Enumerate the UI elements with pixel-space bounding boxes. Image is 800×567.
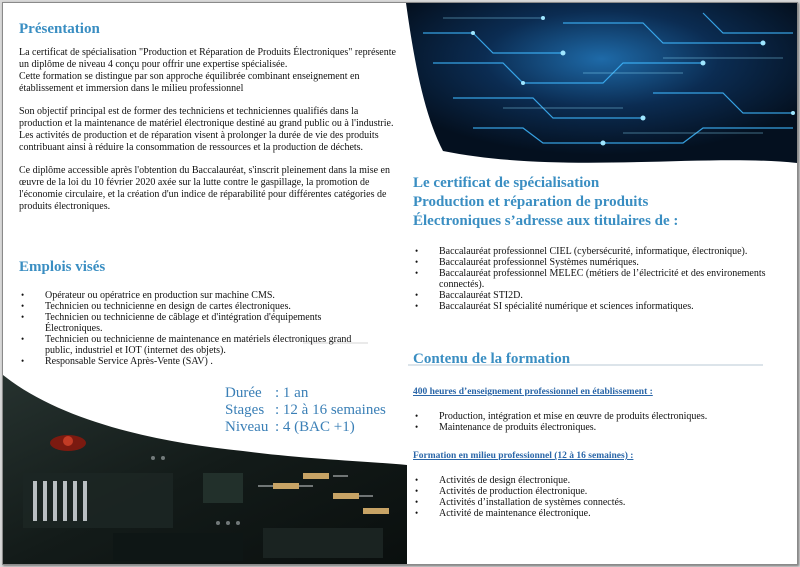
presentation-paragraph-1: La certificat de spécialisation "Production et Réparation de Produits Électroniques" représente un diplôme de niveau 4 conçu pour offrir une expertise spécialisée.: [19, 47, 396, 70]
certificat-title-line-2: Production et réparation de produits: [413, 194, 649, 210]
duree-value: : 1 an: [275, 385, 309, 401]
list-item: • Baccalauréat professionnel MELEC (métiers de l’électricité et des environements connectés).: [413, 268, 785, 290]
milieu-heading: Formation en milieu professionnel (12 à 16 semaines) :: [413, 451, 634, 461]
stages-value: : 12 à 16 semaines: [275, 402, 386, 418]
presentation-paragraph-2: Cette formation se distingue par son approche équilibrée combinant enseignement en établissement et immersion dans le milieu professionnel: [19, 71, 360, 94]
etablissement-list: [413, 411, 785, 433]
list-item: • Technicien ou technicienne de maintenance en matériels électroniques grand public, industriel et IOT (internet des objets).: [19, 334, 369, 356]
list-item: • Baccalauréat STI2D.: [413, 290, 785, 301]
list-item: • Activité de maintenance électronique.: [413, 508, 785, 519]
emplois-title: Emplois visés: [19, 259, 106, 275]
list-item: • Technicien ou technicienne de câblage et d'intégration d'équipements Électroniques.: [19, 312, 369, 334]
niveau-label: Niveau: [225, 419, 269, 435]
certificat-title: [413, 174, 678, 231]
stats-block: [225, 385, 386, 436]
certificat-title-line-3: Électroniques s’adresse aux titulaires de :: [413, 213, 679, 229]
presentation-paragraph-4: Ce diplôme accessible après l'obtention du Baccalauréat, s'inscrit pleinement dans la mise en œuvre de la loi du 10 février 2020 axée sur la lutte contre le gaspillage, la promotion de l'économie circulaire, et la création d'un indice de réparabilité pour différentes catégories de produits électroniques.: [19, 165, 390, 212]
duree-label: Durée: [225, 385, 262, 401]
certificat-list: [413, 246, 785, 312]
etablissement-heading: 400 heures d’enseignement professionnel en établissement :: [413, 387, 653, 397]
milieu-list: [413, 475, 785, 519]
list-item: • Responsable Service Après-Vente (SAV) .: [19, 356, 369, 367]
certificat-title-line-1: Le certificat de spécialisation: [413, 175, 600, 191]
contenu-title: Contenu de la formation: [413, 351, 571, 367]
list-item: • Activités de design électronique.: [413, 475, 785, 486]
circuit-board-image: [406, 3, 797, 163]
list-item: • Technicien ou technicienne en design de cartes électroniques.: [19, 301, 369, 312]
list-item: • Baccalauréat professionnel Systèmes numériques.: [413, 257, 785, 268]
stages-label: Stages: [225, 402, 265, 418]
brochure-page: [2, 2, 798, 565]
presentation-title: Présentation: [19, 21, 100, 37]
presentation-paragraph-3: Son objectif principal est de former des techniciens et techniciennes qualifiés dans la production et la maintenance de matériel électronique destiné au grand public ou à l'industrie. Les activités de production et de réparation visent à prolonger la durée de vie des produits contribuant ainsi à réduire la consommation de ressources et la production de déchets.: [19, 106, 394, 153]
list-item: • Baccalauréat professionnel CIEL (cybersécurité, informatique, électronique).: [413, 246, 785, 257]
list-item: • Production, intégration et mise en œuvre de produits électroniques.: [413, 411, 785, 422]
list-item: • Maintenance de produits électroniques.: [413, 422, 785, 433]
list-item: • Baccalauréat SI spécialité numérique et sciences informatiques.: [413, 301, 785, 312]
presentation-text: [19, 47, 402, 213]
list-item: • Opérateur ou opératrice en production sur machine CMS.: [19, 290, 369, 301]
list-item: • Activités de production électronique.: [413, 486, 785, 497]
emplois-list: [19, 290, 369, 367]
niveau-value: : 4 (BAC +1): [275, 419, 355, 435]
list-item: • Activités d’installation de systèmes connectés.: [413, 497, 785, 508]
